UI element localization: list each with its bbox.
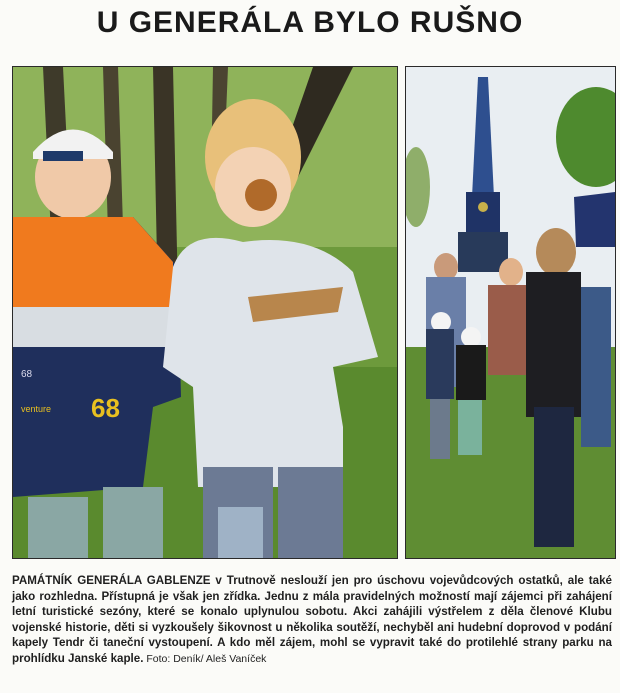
article-headline: U GENERÁLA BYLO RUŠNO — [96, 6, 524, 39]
jacket-print: 68 — [21, 369, 33, 380]
caption-lead: PAMÁTNÍK GENERÁLA GABLENZE — [12, 574, 211, 587]
photo-caption — [12, 573, 612, 667]
photo-monument-crowd — [405, 66, 616, 559]
caption-body: v Trutnově neslouží jen pro úschovu vojevůdcových ostatků, ale také jako rozhledna. Přístupná je však jen zřídka. Jednu z mála pravidelných možností mají zájemci při zahájení letní turistické sezóny, které se konalo uplynulou sobotu. Akci zahájili výstřelem z děla členové Klubu vojenské historie, děti si vyzkoušely šikovnost u několika soutěží, nechyběl ani hudební doprovod v podání kapely Tendr či taneční vystoupení. A kdo měl zájem, mohl se vypravit také do protilehlé strany parku na prohlídku Janské kaple. — [12, 574, 612, 665]
photo-monument-illustration — [406, 67, 615, 558]
photo-children-illustration — [13, 67, 397, 558]
photo-children — [12, 66, 398, 559]
jacket-word: venture — [21, 404, 52, 414]
photo-credit: Foto: Deník/ Aleš Vaníček — [143, 652, 267, 665]
jacket-number: 68 — [91, 393, 120, 423]
